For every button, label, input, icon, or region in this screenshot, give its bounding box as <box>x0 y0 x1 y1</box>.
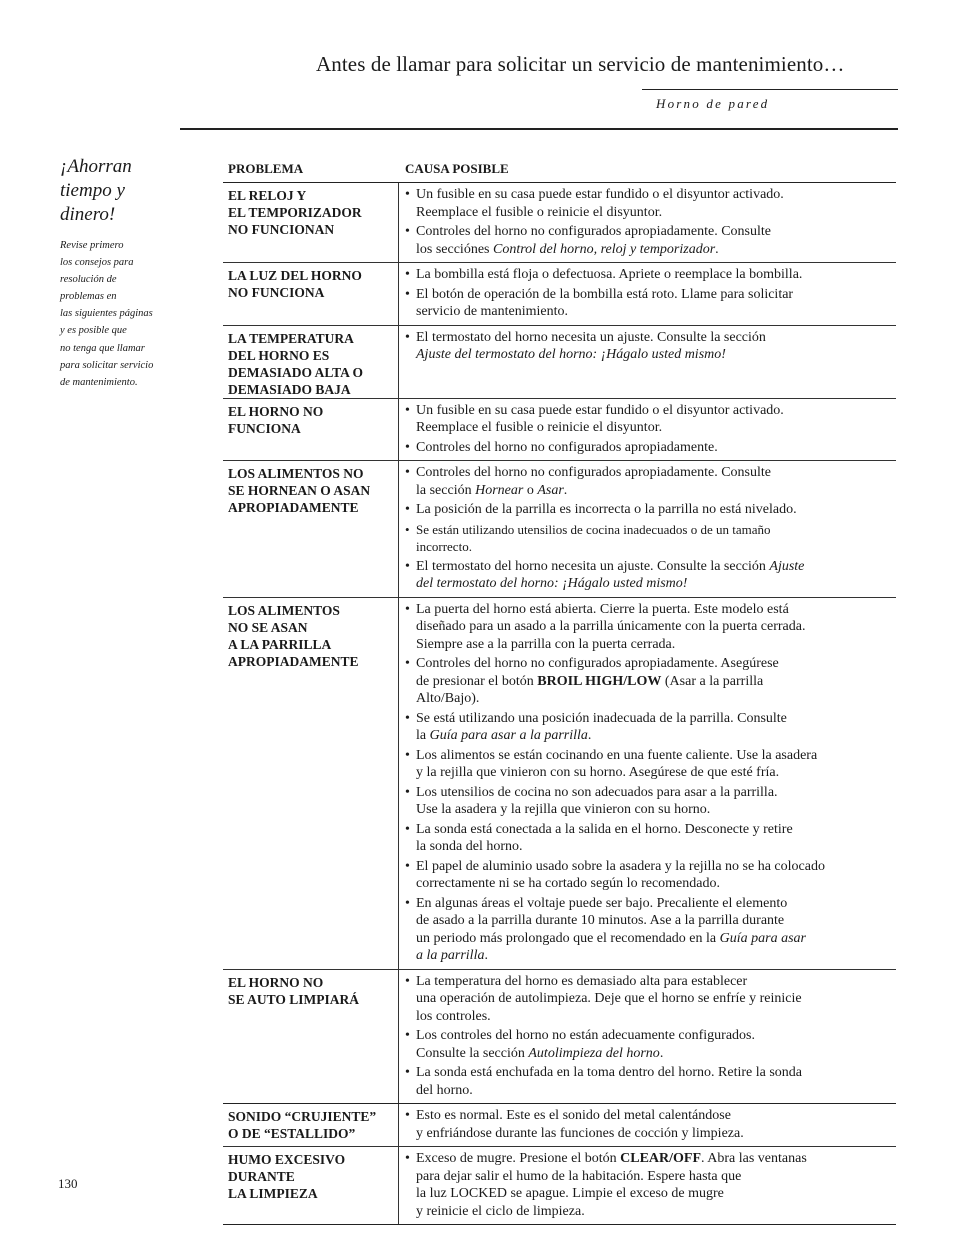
section-reference: Guía para asar a la parrilla <box>416 930 806 963</box>
cause-cell <box>399 399 896 461</box>
cause-item: • La posición de la parrilla es incorrecta o la parrilla no está nivelado. <box>404 501 896 519</box>
cause-item: • Esto es normal. Este es el sonido del metal calentándose y enfriándose durante las funciones de cocción y limpieza. <box>404 1107 896 1142</box>
section-reference: Asar <box>537 482 564 498</box>
problem-cell: EL RELOJ Y EL TEMPORIZADOR NO FUNCIONAN <box>223 183 399 262</box>
sidebar-text-line: no tenga que llamar <box>60 342 145 354</box>
sidebar-heading-line: ¡Ahorran <box>60 156 132 177</box>
table-row <box>223 1104 896 1147</box>
cause-item: • Exceso de mugre. Presione el botón CLEAR/OFF. Abra las ventanas para dejar salir el humo de la habitación. Espere hasta que la luz LOCKED se apague. Limpie el exceso de mugre y reinicie el ciclo de limpieza. <box>404 1150 896 1220</box>
cause-item: • Los alimentos se están cocinando en una fuente caliente. Use la asadera y la rejilla que vinieron con su horno. Asegúrese de que esté fría. <box>404 747 896 782</box>
sidebar-text-line: y es posible que <box>60 325 127 337</box>
cause-item: • El botón de operación de la bombilla está roto. Llame para solicitar servicio de mantenimiento. <box>404 286 896 321</box>
cause-item: • Controles del horno no configurados apropiadamente. <box>404 439 896 457</box>
cause-item: • En algunas áreas el voltaje puede ser bajo. Precaliente el elemento de asado a la parrilla durante 10 minutos. Ase a la parrilla durante un periodo más prolongado que el recomendado en la Guía para asar a la parrilla. <box>404 895 896 965</box>
cause-item: • Un fusible en su casa puede estar fundido o el disyuntor activado. Reemplace el fusible o reinicie el disyuntor. <box>404 186 896 221</box>
cause-item: • Los controles del horno no están adecuamente configurados. Consulte la sección Autolimpieza del horno. <box>404 1027 896 1062</box>
cause-item: • Se está utilizando una posición inadecuada de la parrilla. Consulte la Guía para asar a la parrilla. <box>404 710 896 745</box>
table-row <box>223 598 896 970</box>
sidebar-heading-line: tiempo y <box>60 180 125 201</box>
cause-cell <box>399 1147 896 1224</box>
cause-item: • El termostato del horno necesita un ajuste. Consulte la sección Ajuste del termostato del horno: ¡Hágalo usted mismo! <box>404 558 896 593</box>
section-reference: Ajuste del termostato del horno: ¡Hágalo usted mismo! <box>416 558 805 591</box>
problem-cell: LOS ALIMENTOS NO SE HORNEAN O ASAN APROPIADAMENTE <box>223 461 399 597</box>
problem-cell: EL HORNO NO FUNCIONA <box>223 399 399 461</box>
cause-cell <box>399 326 896 398</box>
table-row <box>223 461 896 598</box>
sidebar-text-line: resolución de <box>60 274 117 286</box>
cause-item: • La puerta del horno está abierta. Cierre la puerta. Este modelo está diseñado para un asado a la parrilla únicamente con la puerta cerrada. Siempre ase a la parrilla con la puerta cerrada. <box>404 601 896 654</box>
sidebar-text-line: los consejos para <box>60 257 134 269</box>
cause-item: • La sonda está conectada a la salida en el horno. Desconecte y retire la sonda del horno. <box>404 821 896 856</box>
sidebar-text-line: de mantenimiento. <box>60 376 138 388</box>
cause-item: • El termostato del horno necesita un ajuste. Consulte la sección Ajuste del termostato del horno: ¡Hágalo usted mismo! <box>404 329 896 364</box>
problem-cell: SONIDO “CRUJIENTE” O DE “ESTALLIDO” <box>223 1104 399 1146</box>
problem-cell: EL HORNO NO SE AUTO LIMPIARÁ <box>223 970 399 1104</box>
sidebar-heading-line: dinero! <box>60 204 116 225</box>
sidebar-tip <box>60 155 178 391</box>
cause-item: • El papel de aluminio usado sobre la asadera y la rejilla no se ha colocado correctamente ni se ha cortado según lo recomendado. <box>404 858 896 893</box>
header-rule-long <box>180 128 898 130</box>
cause-item: • La sonda está enchufada en la toma dentro del horno. Retire la sonda del horno. <box>404 1064 896 1099</box>
cause-cell <box>399 970 896 1104</box>
table-row <box>223 263 896 326</box>
table-body <box>223 183 896 1225</box>
column-header-problem: PROBLEMA <box>228 161 304 176</box>
cause-item: • Controles del horno no configurados apropiadamente. Consulte los secciónes Control del horno, reloj y temporizador. <box>404 223 896 258</box>
problem-cell: LA TEMPERATURA DEL HORNO ES DEMASIADO ALTA O DEMASIADO BAJA <box>223 326 399 398</box>
cause-item: • Se están utilizando utensilios de cocina inadecuados o de un tamaño incorrecto. <box>404 521 896 556</box>
page-number: 130 <box>58 1176 78 1191</box>
sidebar-text-line: las siguientes páginas <box>60 308 153 320</box>
problem-cell: LA LUZ DEL HORNO NO FUNCIONA <box>223 263 399 325</box>
sidebar-text-line: problemas en <box>60 291 117 303</box>
page-title: Antes de llamar para solicitar un servicio de mantenimiento… <box>316 52 845 76</box>
cause-item: • La temperatura del horno es demasiado alta para establecer una operación de autolimpieza. Deje que el horno se enfríe y reinicie los controles. <box>404 973 896 1026</box>
cause-item: • Un fusible en su casa puede estar fundido o el disyuntor activado. Reemplace el fusible o reinicie el disyuntor. <box>404 402 896 437</box>
button-name: CLEAR/OFF <box>620 1151 702 1166</box>
table-header <box>223 158 896 183</box>
cause-item: • Los utensilios de cocina no son adecuados para asar a la parrilla. Use la asadera y la rejilla que vinieron con su horno. <box>404 784 896 819</box>
section-reference: Ajuste del termostato del horno: ¡Hágalo usted mismo! <box>416 347 726 362</box>
column-header-cause: CAUSA POSIBLE <box>405 161 509 176</box>
sidebar-text-line: para solicitar servicio <box>60 359 154 371</box>
cause-item: • Controles del horno no configurados apropiadamente. Consulte la sección Hornear o Asar. <box>404 464 896 499</box>
button-name: BROIL HIGH/LOW <box>537 673 662 689</box>
troubleshooting-table <box>223 158 896 1225</box>
cause-cell <box>399 1104 896 1146</box>
table-row <box>223 326 896 399</box>
cause-cell <box>399 183 896 262</box>
header-rule-short <box>642 89 898 90</box>
problem-cell: HUMO EXCESIVO DURANTE LA LIMPIEZA <box>223 1147 399 1224</box>
sidebar-heading <box>60 155 178 227</box>
cause-item: • La bombilla está floja o defectuosa. Apriete o reemplace la bombilla. <box>404 266 896 284</box>
table-row <box>223 399 896 462</box>
table-row <box>223 183 896 263</box>
section-reference: Guía para asar a la parrilla <box>429 728 588 743</box>
section-reference: Control del horno, reloj y temporizador <box>492 241 716 257</box>
sidebar-text-line: Revise primero <box>60 240 124 251</box>
table-row <box>223 970 896 1105</box>
sidebar-text <box>60 237 178 391</box>
section-subtitle: Horno de pared <box>656 96 770 111</box>
section-reference: Hornear <box>475 482 524 498</box>
cause-cell <box>399 461 896 597</box>
cause-item: • Controles del horno no configurados apropiadamente. Asegúrese de presionar el botón BROIL HIGH/LOW (Asar a la parrilla Alto/Bajo). <box>404 655 896 708</box>
table-row <box>223 1147 896 1225</box>
cause-cell <box>399 263 896 325</box>
problem-cell: LOS ALIMENTOS NO SE ASAN A LA PARRILLA APROPIADAMENTE <box>223 598 399 969</box>
section-reference: Autolimpieza del horno <box>528 1045 660 1061</box>
cause-cell <box>399 598 896 969</box>
